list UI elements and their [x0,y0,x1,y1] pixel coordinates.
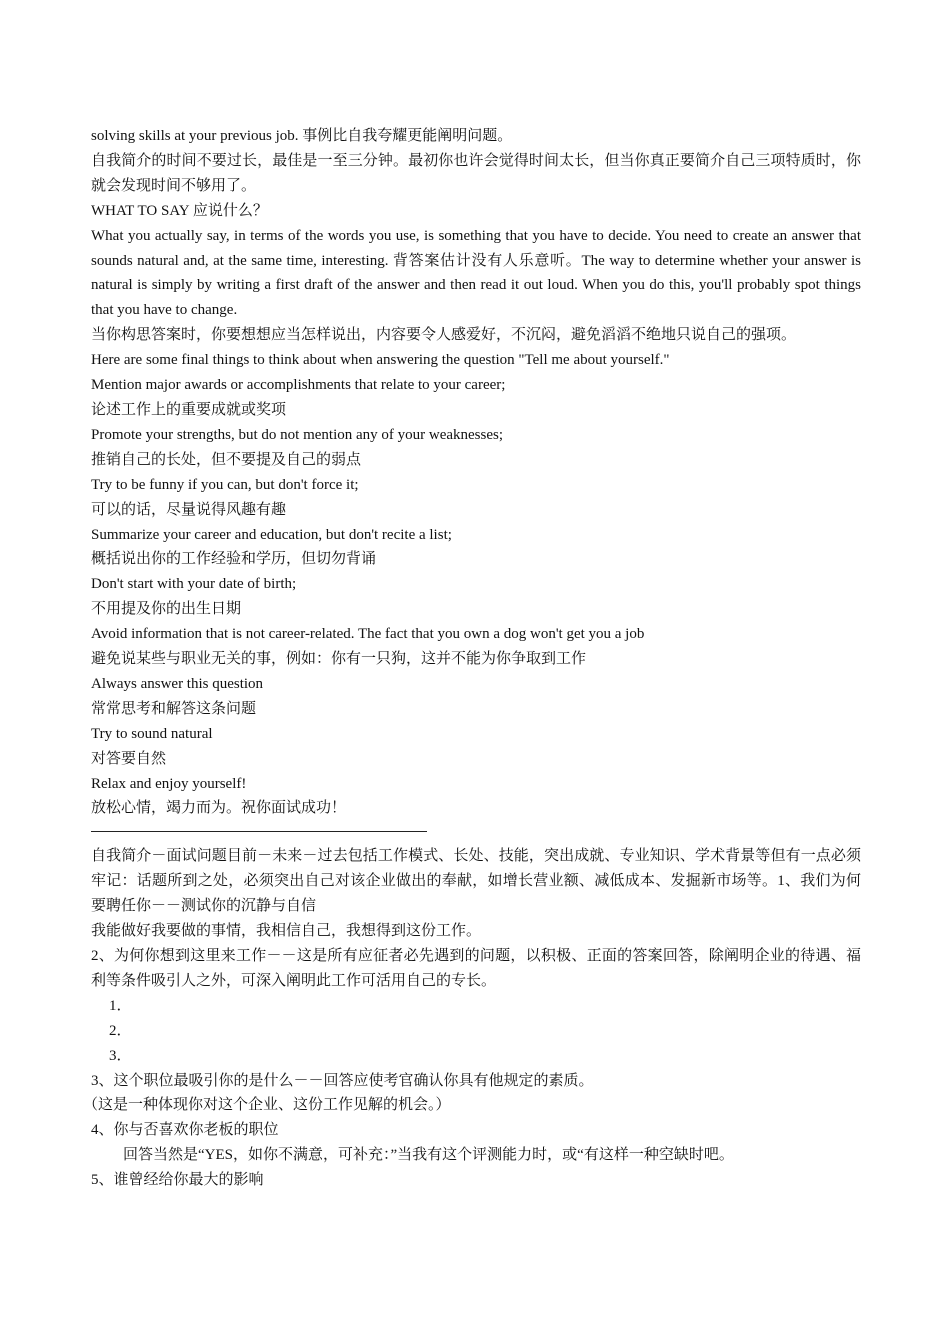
tip-en: Don't start with your date of birth; [91,576,297,593]
tip-en: Relax and enjoy yourself! [91,775,247,792]
document-page [83,124,861,1193]
tip-zh: 可以的话，尽量说得风趣有趣 [91,501,287,518]
answer-text: 我能做好我要做的事情，我相信自己，我想得到这份工作。 [91,923,482,940]
tip-zh: 论述工作上的重要成就或奖项 [91,401,287,418]
numbered-item: 3． [109,1047,132,1064]
question-text: 2、为何你想到这里来工作－－这是所有应征者必先遇到的问题，以积极、正面的答案回答，除阐明企业的待遇、福利等条件吸引人之外，可深入阐明此工作可活用自己的专长。 [91,948,861,989]
tip-en: Try to sound natural [91,725,213,742]
numbered-item: 1． [109,997,132,1014]
numbered-item: 2． [109,1022,132,1039]
tip-zh: 常常思考和解答这条问题 [91,700,257,717]
section-intro: 自我简介－面试问题目前－未来－过去包括工作模式、长处、技能，突出成就、专业知识、学术背景等但有一点必须牢记：话题所到之处，必须突出自己对该企业做出的奉献，如增长营业额、减低成本、发掘新市场等。1、我们为何要聘任你－－测试你的沉静与自信 [91,848,861,915]
horizontal-divider [91,831,427,832]
note-text: （这是一种体现你对这个企业、这份工作见解的机会。） [83,1097,451,1114]
text-paragraph: 当你构思答案时，你要想想应当怎样说出，内容要令人感爱好，不沉闷，避免滔滔不绝地只说自己的强项。 [91,327,797,344]
section-heading: WHAT TO SAY 应说什么？ [91,202,268,219]
tip-en: Summarize your career and education, but don't recite a list; [91,526,452,543]
tip-en: Always answer this question [91,675,264,692]
tip-zh: 避免说某些与职业无关的事，例如：你有一只狗，这并不能为你争取到工作 [91,651,587,668]
answer-text: 回答当然是“YES，如你不满意，可补充：”当我有这个评测能力时，或“有这样一种空缺时吧。 [123,1147,734,1164]
text-line: solving skills at your previous job. 事例比自我夸耀更能阐明问题。 [91,128,513,144]
tip-zh: 不用提及你的出生日期 [91,601,242,618]
tip-en: Mention major awards or accomplishments that relate to your career; [91,377,506,394]
question-text: 5、谁曾经给你最大的影响 [91,1172,264,1189]
tip-en: Avoid information that is not career-related. The fact that you own a dog won't get you a job [91,626,645,643]
tip-en: Promote your strengths, but do not mention any of your weaknesses; [91,426,504,443]
question-text: 4、你与否喜欢你老板的职位 [91,1122,279,1139]
tip-zh: 对答要自然 [91,750,167,767]
tip-zh: 推销自己的长处，但不要提及自己的弱点 [91,451,362,468]
tip-en: Try to be funny if you can, but don't force it; [91,476,359,493]
text-line: Here are some final things to think about when answering the question "Tell me about yourself." [91,352,670,369]
tip-zh: 概括说出你的工作经验和学历，但切勿背诵 [91,551,377,568]
question-text: 3、这个职位最吸引你的是什么－－回答应使考官确认你具有他规定的素质。 [91,1072,594,1089]
text-paragraph: What you actually say, in terms of the words you use, is something that you have to decide. You need to create an answer that sounds natural and, at the same time, interesting. 背答案估计没有人乐意听。The way to determine whether your answer is natural is simply by writing a first draft of the answer and then read it out loud. When you do this, you'll probably spot things that you have to change. [91,227,861,319]
text-paragraph: 自我简介的时间不要过长，最佳是一至三分钟。最初你也许会觉得时间太长，但当你真正要简介自己三项特质时，你就会发现时间不够用了。 [91,152,861,194]
tip-zh: 放松心情，竭力而为。祝你面试成功！ [91,800,347,817]
